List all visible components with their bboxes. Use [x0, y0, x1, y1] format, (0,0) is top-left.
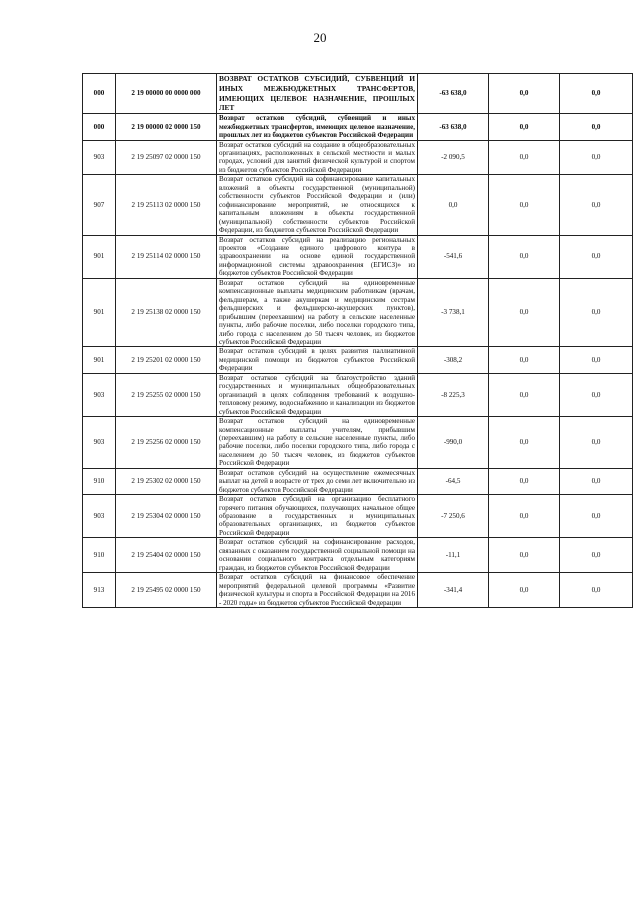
income-name-cell: Возврат остатков субсидий в целях развития паллиативной медицинской помощи из бюджетов субъектов Российской Федерации	[217, 347, 418, 373]
table-row	[83, 573, 633, 608]
budget-table-body	[83, 74, 633, 608]
table-row	[83, 538, 633, 573]
amount-year3-cell: 0,0	[560, 495, 633, 538]
budget-classification-code-cell: 2 19 00000 00 0000 000	[116, 74, 217, 114]
amount-year1-cell: -308,2	[418, 347, 489, 373]
amount-year1-cell: 0,0	[418, 175, 489, 235]
amount-year1-cell: -2 090,5	[418, 140, 489, 175]
budget-classification-code-cell: 2 19 25495 02 0000 150	[116, 573, 217, 608]
income-name-cell: Возврат остатков субсидий на софинансирование капитальных вложений в объекты государственной (муниципальной) собственности субъектов Российской Федерации и (или) софинансирование мероприятий, не относящихся к капитальным вложениям в объекты государственной (муниципальной) собственности субъектов Российской Федерации, из бюджетов субъектов Российской Федерации	[217, 175, 418, 235]
admin-code-cell: 903	[83, 140, 116, 175]
admin-code-cell: 901	[83, 235, 116, 278]
income-name-cell: Возврат остатков субсидий на софинансирование расходов, связанных с оказанием государственной социальной помощи на основании социального контракта отдельным категориям граждан, из бюджетов субъектов Российской Федерации	[217, 538, 418, 573]
amount-year3-cell: 0,0	[560, 538, 633, 573]
amount-year2-cell: 0,0	[489, 278, 560, 347]
budget-classification-code-cell: 2 19 25256 02 0000 150	[116, 417, 217, 469]
amount-year3-cell: 0,0	[560, 573, 633, 608]
amount-year2-cell: 0,0	[489, 468, 560, 494]
income-name-cell: Возврат остатков субсидий на реализацию региональных проектов «Создание единого цифрового контура в здравоохранении на основе единой государственной информационной системы здравоохранения (ЕГИСЗ)» из бюджетов субъектов Российской Федерации	[217, 235, 418, 278]
admin-code-cell: 901	[83, 278, 116, 347]
income-name-cell: Возврат остатков субсидий на благоустройство зданий государственных и муниципальных общеобразовательных организаций в целях соблюдения требований к воздушно-тепловому режиму, водоснабжению и канализации из бюджетов субъектов Российской Федерации	[217, 373, 418, 416]
table-row	[83, 495, 633, 538]
amount-year2-cell: 0,0	[489, 347, 560, 373]
admin-code-cell: 903	[83, 373, 116, 416]
table-row	[83, 235, 633, 278]
table-row	[83, 278, 633, 347]
admin-code-cell: 913	[83, 573, 116, 608]
admin-code-cell: 901	[83, 347, 116, 373]
amount-year1-cell: -3 738,1	[418, 278, 489, 347]
admin-code-cell: 000	[83, 114, 116, 140]
budget-classification-code-cell: 2 19 25201 02 0000 150	[116, 347, 217, 373]
amount-year2-cell: 0,0	[489, 235, 560, 278]
budget-classification-code-cell: 2 19 25097 02 0000 150	[116, 140, 217, 175]
table-row	[83, 114, 633, 140]
amount-year3-cell: 0,0	[560, 175, 633, 235]
amount-year3-cell: 0,0	[560, 235, 633, 278]
budget-classification-code-cell: 2 19 25404 02 0000 150	[116, 538, 217, 573]
amount-year3-cell: 0,0	[560, 347, 633, 373]
table-row	[83, 373, 633, 416]
income-name-cell: Возврат остатков субсидий на финансовое обеспечение мероприятий федеральной целевой программы «Развитие физической культуры и спорта в Российской Федерации на 2016 - 2020 годы» из бюджетов субъектов Российской Федерации	[217, 573, 418, 608]
budget-classification-code-cell: 2 19 25302 02 0000 150	[116, 468, 217, 494]
income-name-cell: Возврат остатков субсидий, субвенций и иных межбюджетных трансфертов, имеющих целевое назначение, прошлых лет из бюджетов субъектов Российской Федерации	[217, 114, 418, 140]
income-name-cell: Возврат остатков субсидий на создание в общеобразовательных организациях, расположенных в сельской местности и малых городах, условий для занятий физической культурой и спортом из бюджетов субъектов Российской Федерации	[217, 140, 418, 175]
amount-year3-cell: 0,0	[560, 417, 633, 469]
table-row	[83, 417, 633, 469]
table-row	[83, 468, 633, 494]
admin-code-cell: 903	[83, 417, 116, 469]
table-row	[83, 347, 633, 373]
amount-year2-cell: 0,0	[489, 573, 560, 608]
page-number: 20	[313, 30, 327, 45]
income-name-cell: Возврат остатков субсидий на осуществление ежемесячных выплат на детей в возрасте от трех до семи лет включительно из бюджетов субъектов Российской Федерации	[217, 468, 418, 494]
amount-year3-cell: 0,0	[560, 278, 633, 347]
amount-year1-cell: -64,5	[418, 468, 489, 494]
admin-code-cell: 910	[83, 468, 116, 494]
budget-classification-code-cell: 2 19 00000 02 0000 150	[116, 114, 217, 140]
amount-year2-cell: 0,0	[489, 538, 560, 573]
admin-code-cell: 910	[83, 538, 116, 573]
table-row	[83, 175, 633, 235]
table-row	[83, 140, 633, 175]
budget-table	[82, 73, 633, 608]
admin-code-cell: 000	[83, 74, 116, 114]
amount-year1-cell: -7 250,6	[418, 495, 489, 538]
income-name-cell: Возврат остатков субсидий на единовременные компенсационные выплаты медицинским работникам (врачам, фельдшерам, а также акушеркам и медицинским сестрам фельдшерских и фельдшерско-акушерских пунктов), прибывшим (переехавшим) на работу в сельские населенные пункты, либо рабочие поселки, либо поселки городского типа, либо города с населением до 50 тысяч человек, из бюджетов субъектов Российской Федерации	[217, 278, 418, 347]
income-name-cell: ВОЗВРАТ ОСТАТКОВ СУБСИДИЙ, СУБВЕНЦИЙ И ИНЫХ МЕЖБЮДЖЕТНЫХ ТРАНСФЕРТОВ, ИМЕЮЩИХ ЦЕЛЕВОЕ НАЗНАЧЕНИЕ, ПРОШЛЫХ ЛЕТ	[217, 74, 418, 114]
budget-classification-code-cell: 2 19 25255 02 0000 150	[116, 373, 217, 416]
income-name-cell: Возврат остатков субсидий на единовременные компенсационные выплаты учителям, прибывшим (переехавшим) на работу в сельские населенные пункты, либо рабочие поселки, либо поселки городского типа, либо города с населением до 50 тысяч человек, из бюджетов субъектов Российской Федерации	[217, 417, 418, 469]
budget-classification-code-cell: 2 19 25138 02 0000 150	[116, 278, 217, 347]
amount-year2-cell: 0,0	[489, 74, 560, 114]
admin-code-cell: 907	[83, 175, 116, 235]
amount-year2-cell: 0,0	[489, 495, 560, 538]
income-name-cell: Возврат остатков субсидий на организацию бесплатного горячего питания обучающихся, получающих начальное общее образование в государственных и муниципальных образовательных организациях, из бюджетов субъектов Российской Федерации	[217, 495, 418, 538]
amount-year2-cell: 0,0	[489, 373, 560, 416]
budget-classification-code-cell: 2 19 25114 02 0000 150	[116, 235, 217, 278]
budget-classification-code-cell: 2 19 25304 02 0000 150	[116, 495, 217, 538]
amount-year1-cell: -8 225,3	[418, 373, 489, 416]
amount-year3-cell: 0,0	[560, 140, 633, 175]
amount-year1-cell: -63 638,0	[418, 74, 489, 114]
amount-year1-cell: -63 638,0	[418, 114, 489, 140]
amount-year3-cell: 0,0	[560, 373, 633, 416]
amount-year3-cell: 0,0	[560, 114, 633, 140]
amount-year2-cell: 0,0	[489, 140, 560, 175]
amount-year1-cell: -11,1	[418, 538, 489, 573]
amount-year2-cell: 0,0	[489, 417, 560, 469]
amount-year3-cell: 0,0	[560, 74, 633, 114]
amount-year2-cell: 0,0	[489, 175, 560, 235]
amount-year1-cell: -541,6	[418, 235, 489, 278]
admin-code-cell: 903	[83, 495, 116, 538]
amount-year1-cell: -990,0	[418, 417, 489, 469]
amount-year3-cell: 0,0	[560, 468, 633, 494]
amount-year2-cell: 0,0	[489, 114, 560, 140]
table-row	[83, 74, 633, 114]
amount-year1-cell: -341,4	[418, 573, 489, 608]
budget-classification-code-cell: 2 19 25113 02 0000 150	[116, 175, 217, 235]
